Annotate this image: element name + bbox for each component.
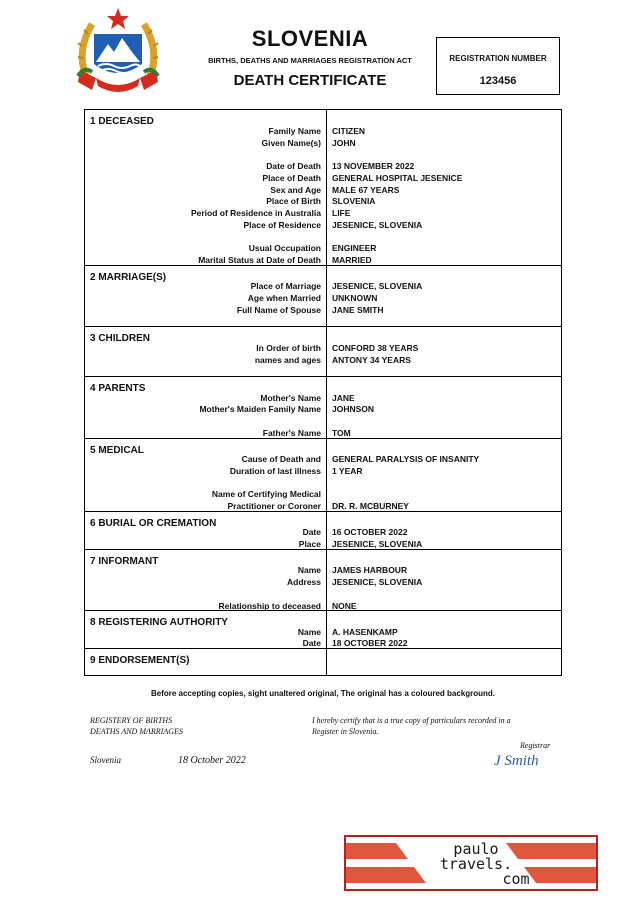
act-subtitle: BIRTHS, DEATHS AND MARRIAGES REGISTRATION ACT: [208, 56, 412, 65]
field-value: JESENICE, SLOVENIA: [332, 539, 423, 549]
field-row: [85, 160, 561, 172]
section-title: 7 INFORMANT: [90, 556, 159, 567]
field-row: [85, 538, 561, 550]
field-row: [85, 576, 561, 588]
field-row: [85, 207, 561, 219]
field-label: Relationship to deceased: [218, 601, 321, 611]
field-value: CITIZEN: [332, 126, 366, 136]
field-label: Sex and Age: [270, 185, 321, 195]
field-value: ENGINEER: [332, 243, 377, 253]
field-row: [85, 465, 561, 477]
registration-number-label: REGISTRATION NUMBER: [449, 54, 547, 63]
section-title: 4 PARENTS: [90, 383, 146, 394]
field-label: Mother's Name: [260, 393, 321, 403]
field-value: DR. R. MCBURNEY: [332, 501, 409, 511]
field-label: Place of Residence: [243, 220, 321, 230]
coat-of-arms-emblem: [72, 6, 164, 98]
field-value: JANE SMITH: [332, 305, 384, 315]
field-label: Name of Certifying Medical: [211, 489, 321, 499]
logo-line2: travels.: [439, 855, 513, 873]
issue-date: 18 October 2022: [178, 755, 246, 766]
field-row: [85, 304, 561, 316]
section-registering-authority: [85, 611, 561, 649]
field-label: Date: [302, 638, 321, 648]
field-label: Duration of last illness: [229, 466, 321, 476]
registrar-label: Registrar: [520, 741, 551, 750]
field-row: [85, 242, 561, 254]
field-value: JOHNSON: [332, 404, 375, 414]
field-value: JANE: [332, 393, 355, 403]
section-title: 6 BURIAL OR CREMATION: [90, 518, 217, 529]
paulo-travels-logo: [344, 835, 598, 891]
section-title: 3 CHILDREN: [90, 333, 151, 344]
field-value: JAMES HARBOUR: [332, 565, 408, 575]
field-label: Usual Occupation: [248, 243, 321, 253]
field-value: ANTONY 34 YEARS: [332, 355, 411, 365]
field-value: SLOVENIA: [332, 196, 376, 206]
field-label: Age when Married: [247, 293, 321, 303]
registry-label-line1: REGISTERY OF BIRTHS: [90, 716, 173, 725]
field-row: [85, 172, 561, 184]
field-value: GENERAL HOSPITAL JESENICE: [332, 173, 463, 183]
certification-statement-line1: I hereby certify that is a true copy of particulars recorded in a: [312, 716, 511, 725]
copy-notice: Before accepting copies, sight unaltered original, The original has a coloured background.: [150, 689, 496, 698]
field-label: Period of Residence in Australia: [190, 208, 321, 218]
logo-line1: paulo: [453, 840, 499, 858]
registrar-signature: J Smith: [494, 753, 539, 769]
section-title: 5 MEDICAL: [90, 445, 144, 456]
field-label: Given Name(s): [261, 138, 321, 148]
field-label: In Order of birth: [256, 343, 321, 353]
field-row: [85, 488, 561, 500]
section-title: 2 MARRIAGE(S): [90, 272, 167, 283]
section-informant: [85, 550, 561, 611]
field-row: [85, 526, 561, 538]
field-label: Date: [302, 527, 321, 537]
field-value: MARRIED: [332, 255, 372, 265]
field-value: NONE: [332, 601, 357, 611]
field-row: [85, 280, 561, 292]
field-value: LIFE: [332, 208, 351, 218]
section-endorsements: [85, 649, 561, 675]
field-label: Place of Birth: [266, 196, 321, 206]
field-row: [85, 254, 561, 266]
field-row: [85, 195, 561, 207]
section-marriages: [85, 266, 561, 327]
logo-line3: com: [502, 870, 530, 888]
field-row: [85, 637, 561, 649]
field-label: Marital Status at Date of Death: [198, 255, 321, 265]
field-row: [85, 427, 561, 439]
ribbon-icon: [78, 70, 158, 92]
field-value: UNKNOWN: [332, 293, 378, 303]
country-title: SLOVENIA: [251, 26, 369, 51]
field-value: JESENICE, SLOVENIA: [332, 577, 423, 587]
field-row: [85, 564, 561, 576]
field-label: Place: [298, 539, 321, 549]
section-deceased: [85, 110, 561, 266]
section-children: [85, 327, 561, 377]
field-value: CONFORD 38 YEARS: [332, 343, 419, 353]
section-title: 8 REGISTERING AUTHORITY: [90, 617, 228, 628]
field-label: Family Name: [268, 126, 321, 136]
field-value: 18 OCTOBER 2022: [332, 638, 408, 648]
field-row: [85, 354, 561, 366]
field-label: Place of Marriage: [250, 281, 321, 291]
section-burial: [85, 512, 561, 550]
field-value: TOM: [332, 428, 351, 438]
field-row: [85, 292, 561, 304]
field-label: Practitioner or Coroner: [227, 501, 321, 511]
red-star-icon: [107, 8, 129, 29]
field-label: Cause of Death and: [241, 454, 321, 464]
certification-statement-line2: Register in Slovenia.: [312, 727, 379, 736]
field-row: [85, 453, 561, 465]
certificate-table: [84, 109, 562, 676]
field-row: [85, 125, 561, 137]
section-title: 9 ENDORSEMENT(S): [90, 655, 190, 666]
field-row: [85, 219, 561, 231]
field-row: [85, 500, 561, 512]
field-value: 1 YEAR: [332, 466, 363, 476]
field-value: GENERAL PARALYSIS OF INSANITY: [332, 454, 480, 464]
field-value: 13 NOVEMBER 2022: [332, 161, 415, 171]
field-row: [85, 137, 561, 149]
section-parents: [85, 377, 561, 439]
field-value: JESENICE, SLOVENIA: [332, 220, 423, 230]
field-value: JESENICE, SLOVENIA: [332, 281, 423, 291]
field-value: A. HASENKAMP: [332, 627, 398, 637]
field-value: JOHN: [332, 138, 356, 148]
field-label: Name: [297, 627, 321, 637]
field-label: Place of Death: [262, 173, 321, 183]
registry-label-line2: DEATHS AND MARRIAGES: [90, 727, 183, 736]
section-medical: [85, 439, 561, 512]
field-label: Name: [297, 565, 321, 575]
field-label: Full Name of Spouse: [236, 305, 321, 315]
certificate-title: DEATH CERTIFICATE: [233, 72, 387, 89]
field-label: Date of Death: [266, 161, 321, 171]
field-label: Father's Name: [262, 428, 321, 438]
registration-number-box: [436, 37, 560, 95]
field-value: MALE 67 YEARS: [332, 185, 400, 195]
field-row: [85, 403, 561, 415]
field-value: 16 OCTOBER 2022: [332, 527, 408, 537]
field-label: Address: [286, 577, 321, 587]
field-row: [85, 342, 561, 354]
registration-number-value: 123456: [479, 75, 517, 87]
section-title: 1 DECEASED: [90, 116, 154, 127]
field-label: Mother's Maiden Family Name: [199, 404, 321, 414]
field-label: names and ages: [254, 355, 321, 365]
issue-place: Slovenia: [90, 755, 121, 765]
